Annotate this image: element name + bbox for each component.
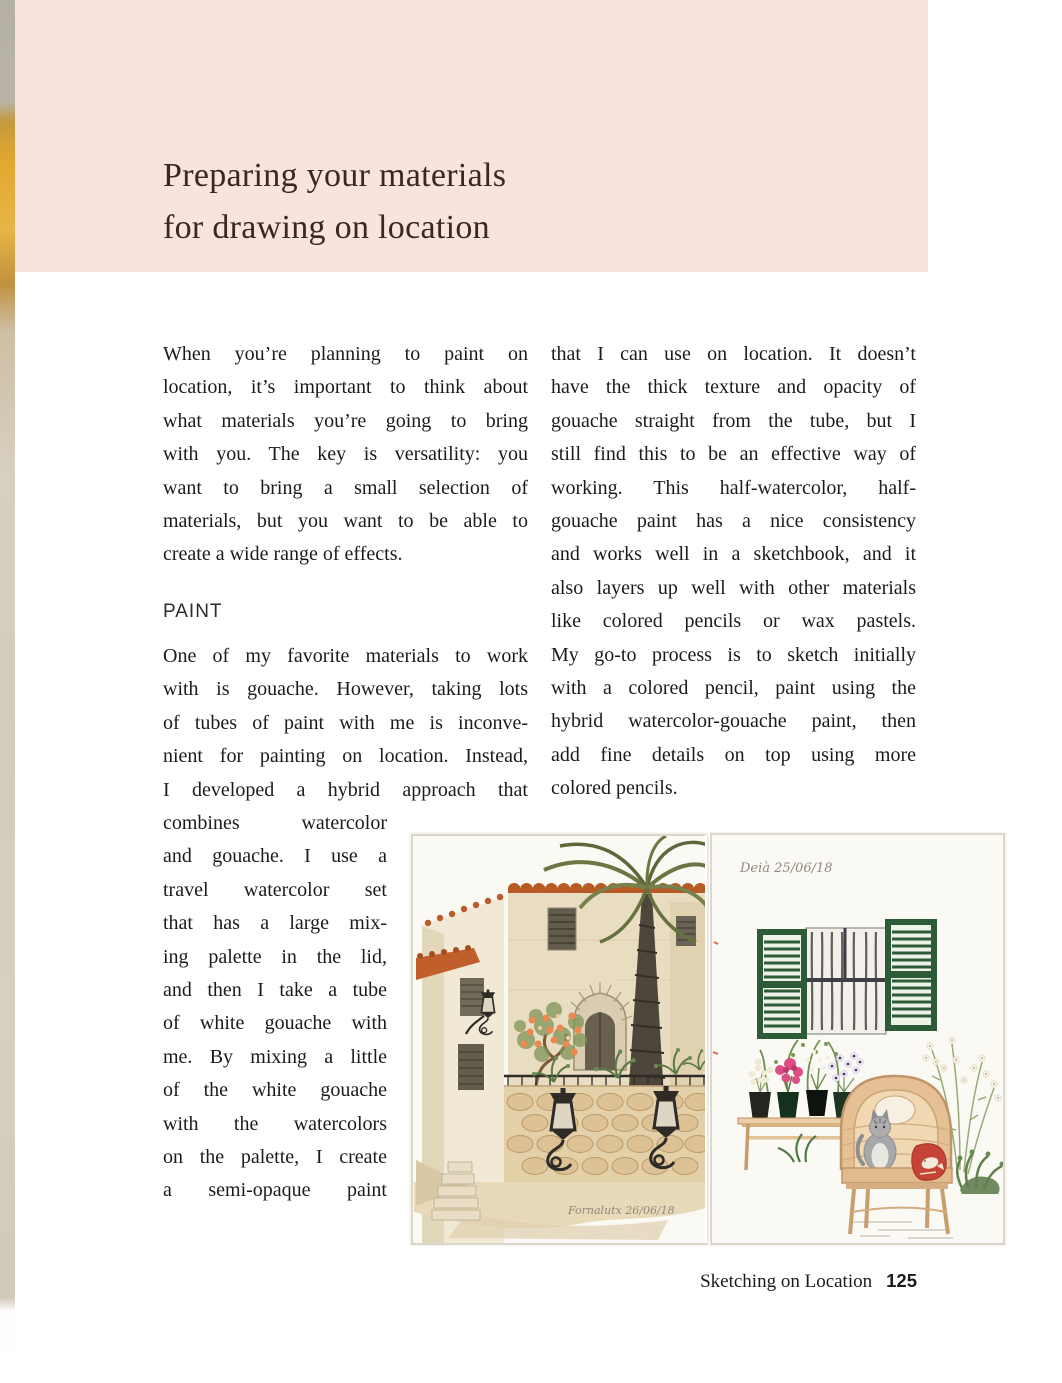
right-page [711,834,1005,1244]
sketchbook-photo [408,830,1008,1248]
text-line: hybrid watercolor-gouache paint, then [551,710,916,733]
text-line: and works well in a sketchbook, and it [551,543,916,566]
text-line: of tubes of paint with me is inconve- [163,711,528,734]
right-shutter [888,922,934,1028]
page-footer [551,1270,917,1293]
sketchbook-spread-illustration [408,830,1008,1248]
text-line: create a wide range of effects. [163,543,403,566]
text-line: colored pencils. [551,777,678,800]
page-number: 125 [886,1270,917,1291]
text-line: want to bring a small selection of [163,476,528,499]
text-line: gouache paint has a nice consistency [551,509,916,532]
paint-paragraph-wide [163,640,528,807]
text-line: One of my favorite materials to work [163,645,528,667]
text-line: that has a large mix- [163,912,387,935]
text-line: also layers up well with other materials [551,576,916,599]
text-line: what materials you’re going to bring [163,409,528,432]
page-title-line2: for drawing on location [163,209,490,246]
paint-paragraph-narrow [163,807,387,1208]
text-line: with the watercolors [163,1112,387,1135]
right-page-caption: Deià 25/06/18 [740,861,833,876]
text-line: working. This half-watercolor, half- [551,476,916,499]
red-cloth [912,1144,947,1181]
text-line: still find this to be an effective way of [551,443,916,466]
text-line: location, it’s important to think about [163,376,528,399]
page-title-line1: Preparing your materials [163,157,507,194]
left-page [412,835,720,1244]
text-line: gouache straight from the tube, but I [551,409,916,432]
text-line: me. By mixing a little [163,1045,387,1068]
text-line: add fine details on top using more [551,743,916,766]
text-line: My go-to process is to sketch initially [551,643,916,666]
left-page-caption: Fornalutx 26/06/18 [568,1204,675,1217]
text-line: a semi-opaque paint [163,1179,387,1202]
running-title: Sketching on Location [700,1271,873,1292]
text-line: have the thick texture and opacity of [551,376,916,399]
stone-wall [504,1086,711,1184]
text-line: that I can use on location. It doesn’t [551,343,916,365]
page-title [163,150,506,254]
text-line: of white gouache with [163,1012,387,1035]
text-line: travel watercolor set [163,878,387,901]
second-column-paragraph [551,338,916,805]
text-line: When you’re planning to paint on [163,343,528,365]
text-line: I developed a hybrid approach that [163,778,528,801]
text-line: with a colored pencil, paint using the [551,676,916,699]
text-line: and gouache. I use a [163,845,387,868]
text-line: ing palette in the lid, [163,945,387,968]
text-line: with is gouache. However, taking lots [163,678,528,701]
text-line: combines watercolor [163,812,387,834]
window-with-shutters [760,922,934,1036]
left-shutter [760,932,804,1036]
section-heading-paint: PAINT [163,601,223,622]
photo-edge-strip [0,0,15,1352]
text-line: materials, but you want to be able to [163,509,528,532]
text-line: with you. The key is versatility: you [163,443,528,466]
intro-paragraph [163,338,528,572]
text-line: and then I take a tube [163,978,387,1001]
text-line: like colored pencils or wax pastels. [551,610,916,633]
text-line: on the palette, I create [163,1145,387,1168]
text-line: nient for painting on location. Instead, [163,745,528,768]
text-line: of the white gouache [163,1079,387,1102]
